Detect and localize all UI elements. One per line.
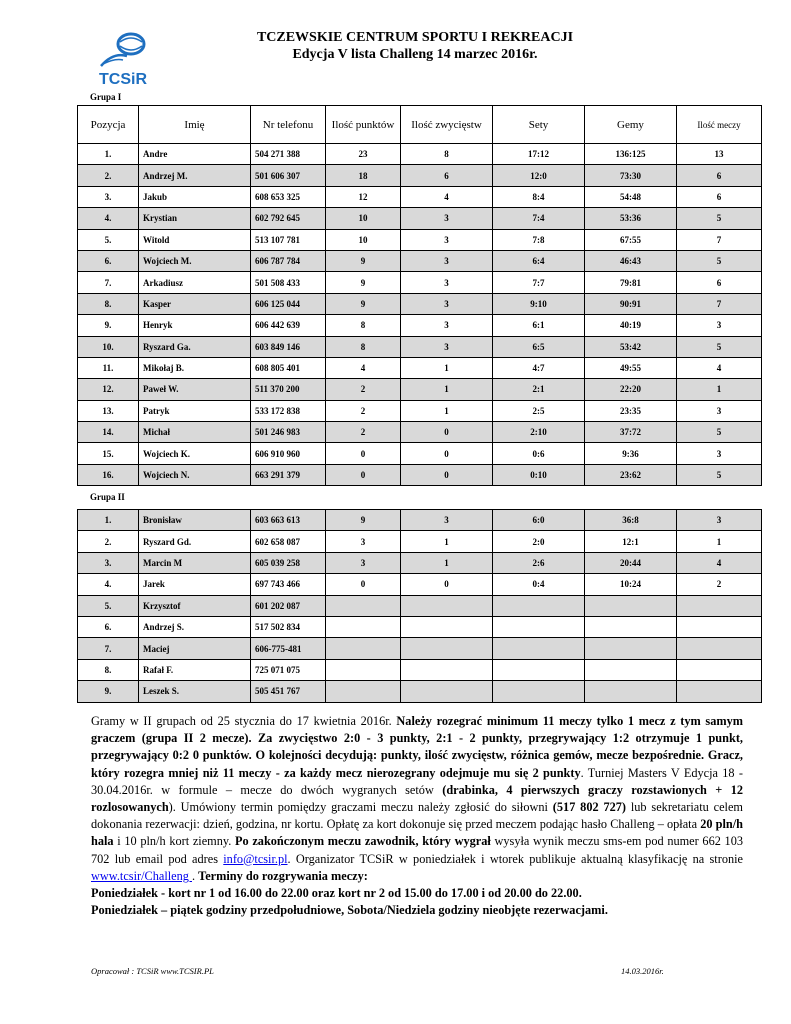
table-cell: 53:42 [585,336,677,357]
table-cell: 5 [677,250,762,271]
table-cell: Bronisław [139,510,251,531]
table-cell: 5. [78,595,139,616]
page-title: TCZEWSKIE CENTRUM SPORTU I REKREACJI [256,30,574,45]
table-cell [493,595,585,616]
table-cell: 605 039 258 [251,552,326,573]
table-cell: 505 451 767 [251,681,326,702]
table-cell: 3 [401,315,493,336]
table-cell: 3 [401,336,493,357]
table-cell: Wojciech K. [139,443,251,464]
table-cell [326,659,401,680]
table-cell: Arkadiusz [139,272,251,293]
table-cell: 603 663 613 [251,510,326,531]
table-cell: Witold [139,229,251,250]
table-cell: Henryk [139,315,251,336]
table-cell [326,681,401,702]
table-cell: 8. [78,293,139,314]
table-cell: 0:6 [493,443,585,464]
table-cell: 7 [677,293,762,314]
table-cell: 8:4 [493,186,585,207]
table-cell: 3. [78,186,139,207]
table-cell: 9:36 [585,443,677,464]
email-link[interactable]: info@tcsir.pl [223,851,288,866]
table-cell: 3 [677,510,762,531]
table-row [78,315,762,336]
header-ilosc-punktow: Ilość punktów [326,106,401,144]
rules-sep: . [191,868,199,883]
table-cell: 4. [78,574,139,595]
table-cell [493,616,585,637]
rules-scoring: Należy rozegrać minimum 11 meczy tylko 1 mecz z tym samym graczem (grupa II 2 mecze). Za zwycięstwo 2:0 - 3 punkty, 2:1 - 2 punkty, przegrywający 1:2 otrzymuje 1 punkt, przegrywający 0:2 0 punktów. O kolejności decydują: punkty, ilość zwycięstw, różnica gemów, mecze bezpośrednie. Gracz, który rozegra mniej niż 11 meczy - za każdy mecz nierozegrany odejmuje mu się 2 punkty [91,714,743,780]
table-cell: 2:6 [493,552,585,573]
header-imie: Imię [139,106,251,144]
table-cell: 9. [78,681,139,702]
table-cell: 53:36 [585,208,677,229]
table-row [78,638,762,659]
table-cell: 40:19 [585,315,677,336]
table-cell: 8. [78,659,139,680]
table-cell: 606 787 784 [251,250,326,271]
group2-table [77,509,762,703]
table-cell: 2. [78,165,139,186]
table-row [78,659,762,680]
table-cell: 2. [78,531,139,552]
table-cell: 9 [326,293,401,314]
group1-table [77,105,762,486]
table-cell: 697 743 466 [251,574,326,595]
table-cell: 501 606 307 [251,165,326,186]
table-cell: Ryszard Ga. [139,336,251,357]
table-cell: 7:8 [493,229,585,250]
table-cell: 0 [401,464,493,485]
table-cell: 603 849 146 [251,336,326,357]
table-row [78,422,762,443]
table-row [78,616,762,637]
rules-text [91,713,743,919]
table-cell: 36:8 [585,510,677,531]
rules-intro: Gramy w II grupach od 25 stycznia do 17 kwietnia 2016r. [91,714,397,728]
table-row [78,336,762,357]
rules-publish: . Organizator TCSiR w poniedziałek i wtorek publikuje aktualną klasyfikację na stronie [287,851,743,866]
table-cell: 23 [326,144,401,165]
table-cell: 725 071 075 [251,659,326,680]
table-cell: 4 [401,186,493,207]
header-gemy: Gemy [585,106,677,144]
rules-report: wysyła wynik meczu sms-em pod numer 662 103 702 lub email pod adres [91,834,744,866]
website-link[interactable]: www.tcsir/Challeng [91,868,192,883]
table-cell: 608 805 401 [251,357,326,378]
table-cell: 23:35 [585,400,677,421]
table-cell: 5 [677,336,762,357]
table-cell: 3 [677,400,762,421]
hall-price: 20 pln/h hala [91,817,743,849]
table-cell: 11. [78,357,139,378]
footer-author: Opracował : TCSiR www.TCSIR.PL [91,966,214,976]
table-cell: Wojciech N. [139,464,251,485]
table-cell: 13 [677,144,762,165]
table-cell: 1 [401,357,493,378]
table-cell: 601 202 087 [251,595,326,616]
table-cell: Patryk [139,400,251,421]
table-cell: 46:43 [585,250,677,271]
table-row [78,681,762,702]
table-cell: 533 172 838 [251,400,326,421]
group1-label: Grupa I [90,92,122,102]
table-cell: 22:20 [585,379,677,400]
table-cell: 9. [78,315,139,336]
table-cell: 5 [677,208,762,229]
table-cell: 0:4 [493,574,585,595]
table-cell: Maciej [139,638,251,659]
schedule-line-2: Poniedziałek – piątek godziny przedpołudniowe, Sobota/Niedziela godziny nieobjęte rezerwacjami. [91,903,608,918]
table-cell: 7:4 [493,208,585,229]
table-cell: 513 107 781 [251,229,326,250]
rules-booking: ). Umówiony termin pomiędzy graczami meczu należy zgłosić do siłowni [168,800,553,815]
table-row [78,531,762,552]
table-cell: 9 [326,250,401,271]
table-cell: Leszek S. [139,681,251,702]
table-cell: Michał [139,422,251,443]
table-cell: Wojciech M. [139,250,251,271]
table-cell: 3 [401,250,493,271]
table-cell: Mikołaj B. [139,357,251,378]
group2-rows [78,510,762,703]
table-cell: 0 [326,443,401,464]
rules-masters: . Turniej Masters V Edycja 18 - 30.04.2016r. w formule – mecze do dwóch wygranych setów [91,765,743,797]
table-cell: 608 653 325 [251,186,326,207]
table-cell: 10. [78,336,139,357]
table-cell: 18 [326,165,401,186]
table-cell [326,638,401,659]
table-cell: 17:12 [493,144,585,165]
header-sety: Sety [493,106,585,144]
table-cell: 1. [78,144,139,165]
table-cell: 0:10 [493,464,585,485]
table-row [78,379,762,400]
table-cell: 606 910 960 [251,443,326,464]
table-cell: 2 [677,574,762,595]
table-row [78,144,762,165]
table-cell [677,616,762,637]
group2-label: Grupa II [90,492,125,502]
table-cell: Paweł W. [139,379,251,400]
table-cell: 15. [78,443,139,464]
table-cell: 14. [78,422,139,443]
table-cell: 2 [326,400,401,421]
table-row [78,293,762,314]
table-cell: 37:72 [585,422,677,443]
table-cell: 136:125 [585,144,677,165]
table-cell: 663 291 379 [251,464,326,485]
table-cell: 606-775-481 [251,638,326,659]
table-cell: 2:5 [493,400,585,421]
header-pozycja: Pozycja [78,106,139,144]
table-cell: 4. [78,208,139,229]
table-cell: 73:30 [585,165,677,186]
table-cell: 2:10 [493,422,585,443]
table-row [78,229,762,250]
table-row [78,186,762,207]
table-cell [493,638,585,659]
table-cell: 7. [78,638,139,659]
schedule-heading: Terminy do rozgrywania meczy: [198,868,368,883]
table-cell: Andrzej M. [139,165,251,186]
table-cell: Krzysztof [139,595,251,616]
table-header-row [78,106,762,144]
table-cell: 10 [326,208,401,229]
table-cell: 3 [401,293,493,314]
table-cell: 5. [78,229,139,250]
table-cell: 9:10 [493,293,585,314]
table-cell [677,659,762,680]
table-cell: 6:5 [493,336,585,357]
table-cell: 3 [401,272,493,293]
table-cell: 3 [401,510,493,531]
table-cell: 12:0 [493,165,585,186]
table-cell: 10:24 [585,574,677,595]
table-cell: 606 442 639 [251,315,326,336]
table-cell: 7:7 [493,272,585,293]
table-cell [401,681,493,702]
table-cell: 12:1 [585,531,677,552]
table-cell: Jakub [139,186,251,207]
table-cell: 6. [78,616,139,637]
table-cell: 16. [78,464,139,485]
table-cell [585,616,677,637]
rules-reservation: lub sekretariatu celem dokonania rezerwacji: dzień, godzina, nr kortu. Opłatę za kort dokonuje się przed meczem podając hasło Challeng – opłata [91,800,743,832]
table-cell: 6:0 [493,510,585,531]
table-cell: 20:44 [585,552,677,573]
header-nr-telefonu: Nr telefonu [251,106,326,144]
table-cell: 7 [677,229,762,250]
table-cell: 49:55 [585,357,677,378]
table-cell: Rafał F. [139,659,251,680]
table-cell: Andre [139,144,251,165]
table-cell [677,595,762,616]
table-cell: 2 [326,422,401,443]
table-row [78,250,762,271]
table-cell: 6 [677,272,762,293]
table-cell: Krystian [139,208,251,229]
table-cell [585,638,677,659]
tennis-ball-icon [93,28,155,88]
table-cell: 1 [401,552,493,573]
table-cell: Andrzej S. [139,616,251,637]
table-row [78,510,762,531]
table-cell: 3 [326,531,401,552]
table-row [78,552,762,573]
table-cell: 9 [326,272,401,293]
table-cell: 6 [677,165,762,186]
table-cell: 3 [677,443,762,464]
table-row [78,357,762,378]
table-cell [585,681,677,702]
table-cell: Ryszard Gd. [139,531,251,552]
table-cell: 7. [78,272,139,293]
table-cell: 8 [401,144,493,165]
table-cell: 1 [401,400,493,421]
table-cell: 8 [326,315,401,336]
page-subtitle: Edycja V lista Challeng 14 marzec 2016r. [292,47,538,62]
table-cell [677,681,762,702]
table-row [78,400,762,421]
table-cell: 0 [401,422,493,443]
table-cell [401,659,493,680]
table-cell: 5 [677,422,762,443]
rules-winner: Po zakończonym meczu zawodnik, który wygrał [234,834,491,849]
table-cell: 517 502 834 [251,616,326,637]
gym-phone: (517 802 727) [552,800,627,815]
schedule-line-1: Poniedziałek - kort nr 1 od 16.00 do 22.00 oraz kort nr 2 od 15.00 do 17.00 i od 20.00 do 22.00. [91,886,582,901]
table-row [78,165,762,186]
table-cell [677,638,762,659]
table-cell: 2 [326,379,401,400]
table-cell [585,659,677,680]
table-cell: 6:4 [493,250,585,271]
table-cell [493,659,585,680]
table-row [78,208,762,229]
table-cell: 602 658 087 [251,531,326,552]
table-cell: 67:55 [585,229,677,250]
table-cell: Kasper [139,293,251,314]
table-row [78,464,762,485]
table-cell: 501 246 983 [251,422,326,443]
table-cell: 5 [677,464,762,485]
table-cell: 0 [326,464,401,485]
tcsir-logo [93,28,155,88]
table-cell: 501 508 433 [251,272,326,293]
table-row [78,595,762,616]
logo-text: TCSiR [99,71,147,88]
header-ilosc-zwyciestw: Ilość zwycięstw [401,106,493,144]
table-cell: 12 [326,186,401,207]
table-cell: 1. [78,510,139,531]
court-price: i 10 pln/h kort ziemny. [113,834,235,849]
table-cell: 4 [326,357,401,378]
table-row [78,272,762,293]
table-row [78,443,762,464]
table-cell: 0 [326,574,401,595]
table-cell: 1 [677,531,762,552]
table-cell: 3 [677,315,762,336]
table-cell: 54:48 [585,186,677,207]
table-cell [326,595,401,616]
table-cell: 90:91 [585,293,677,314]
table-cell: 511 370 200 [251,379,326,400]
table-cell: 6 [677,186,762,207]
table-cell: 13. [78,400,139,421]
table-cell: 1 [677,379,762,400]
table-cell: 1 [401,379,493,400]
table-cell: 8 [326,336,401,357]
table-cell: 3 [401,229,493,250]
table-cell [326,616,401,637]
table-cell [401,616,493,637]
table-cell: 1 [401,531,493,552]
table-cell: 0 [401,443,493,464]
table-cell: 10 [326,229,401,250]
footer-date: 14.03.2016r. [621,966,664,976]
table-cell: 12. [78,379,139,400]
table-cell: 6:1 [493,315,585,336]
table-cell: 9 [326,510,401,531]
table-cell: 3 [401,208,493,229]
table-cell: 23:62 [585,464,677,485]
table-cell: 2:0 [493,531,585,552]
table-cell: 6 [401,165,493,186]
table-cell [401,595,493,616]
table-row [78,574,762,595]
table-cell [585,595,677,616]
table-cell: 2:1 [493,379,585,400]
group1-rows [78,144,762,486]
table-cell: 4 [677,357,762,378]
table-cell: Marcin M [139,552,251,573]
table-cell: 3 [326,552,401,573]
table-cell: 4:7 [493,357,585,378]
table-cell: 79:81 [585,272,677,293]
table-cell: 6. [78,250,139,271]
header-ilosc-meczy: Ilość meczy [677,106,762,144]
table-cell: 3. [78,552,139,573]
table-cell: 504 271 388 [251,144,326,165]
table-cell: 602 792 645 [251,208,326,229]
table-cell: 0 [401,574,493,595]
rules-bracket: (drabinka, 4 pierwszych graczy rozstawionych + 12 rozlosowanych [91,782,743,815]
table-cell: 4 [677,552,762,573]
table-cell: Jarek [139,574,251,595]
table-cell: 606 125 044 [251,293,326,314]
table-cell [401,638,493,659]
table-cell [493,681,585,702]
